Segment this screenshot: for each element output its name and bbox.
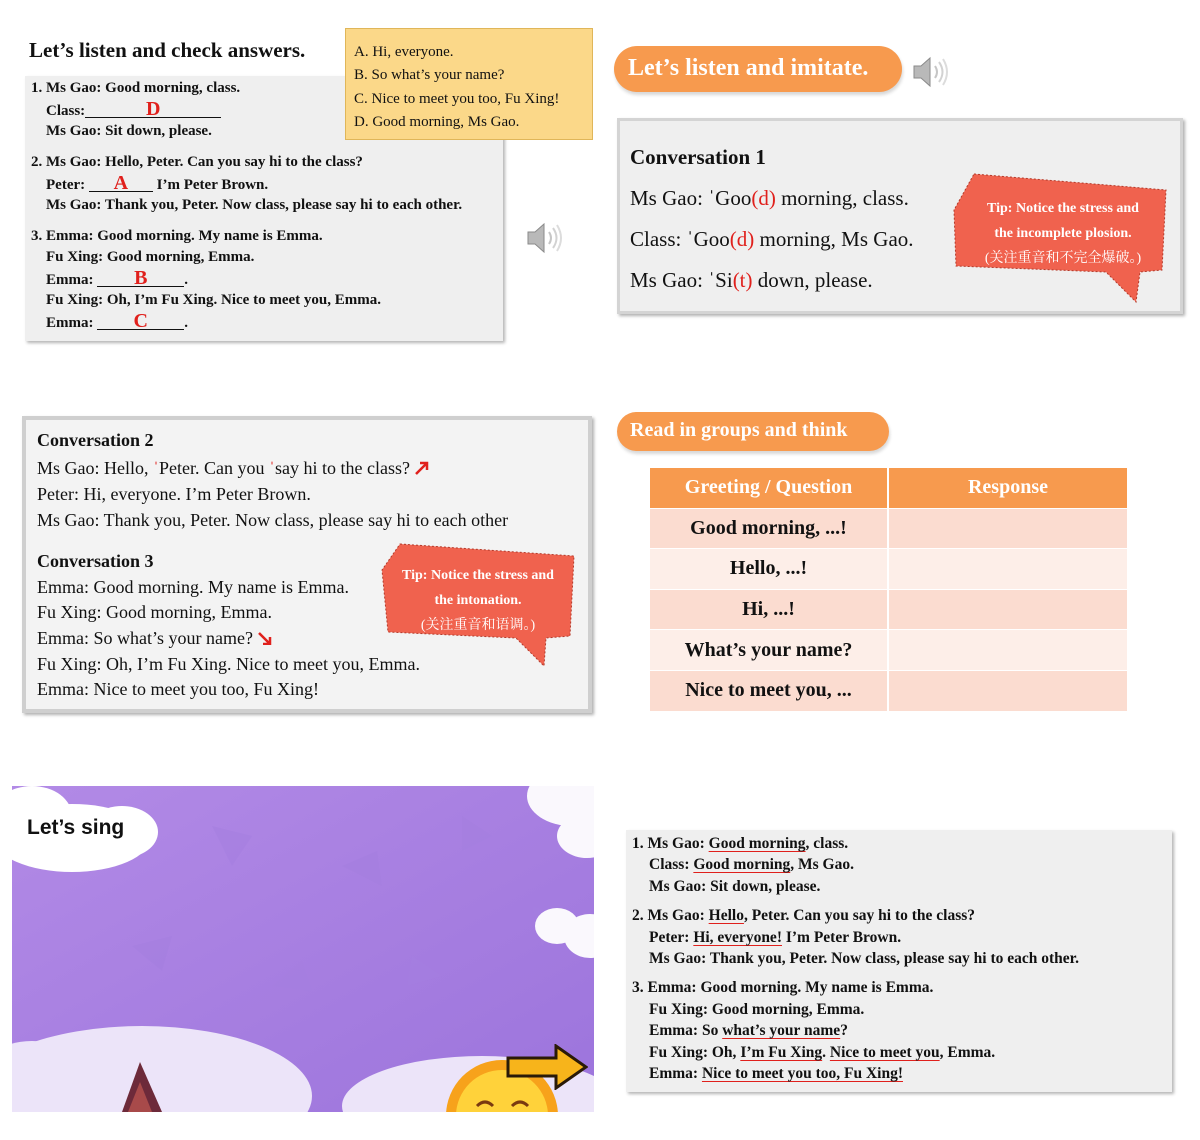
c1l2-speaker: Class:	[630, 227, 687, 251]
a2l1-underlined: Hello	[708, 907, 744, 924]
c1l2-rest: morning, Ms Gao.	[754, 227, 914, 251]
lets-sing-label: Let’s sing	[27, 816, 125, 839]
c3-line5: Emma: Nice to meet you too, Fu Xing!	[37, 679, 319, 699]
a2-line3: Ms Gao: Thank you, Peter. Now class, please say hi to each other.	[649, 950, 1079, 967]
conversation1-heading: Conversation 1	[630, 145, 766, 169]
arrow-down-right-icon	[257, 631, 273, 645]
a3l4-underlined-2: Nice to meet you	[829, 1044, 940, 1061]
a2l1-b: , Peter. Can you say hi to the class?	[743, 907, 976, 924]
q3-line5	[46, 310, 188, 332]
c1l2-stressed: ˈGoo	[686, 227, 730, 251]
stress-mark-2: ˈ	[269, 458, 275, 478]
option-d: D. Good morning, Ms Gao.	[354, 113, 520, 130]
table-row	[650, 549, 1127, 590]
tip2-line2: the intonation.	[434, 593, 522, 608]
option-b: B. So what’s your name?	[354, 67, 505, 84]
a3-line1: 3. Emma: Good morning. My name is Emma.	[632, 979, 934, 996]
c1l1-rest: morning, class.	[775, 186, 909, 210]
a3-line5	[649, 1065, 903, 1083]
c2l1-c: say hi to the class?	[275, 458, 410, 478]
a1l2-a: Class:	[649, 856, 694, 873]
a3l4-b: , Emma.	[939, 1044, 996, 1061]
a1l2-underlined: Good morning	[693, 856, 791, 873]
table-row	[650, 630, 1127, 671]
c3l3-text: Emma: So what’s your name?	[37, 628, 253, 648]
c3-line4: Fu Xing: Oh, I’m Fu Xing. Nice to meet you, Emma.	[37, 654, 420, 674]
response-cell	[888, 670, 1127, 711]
a2-line1	[632, 907, 975, 925]
stress-mark-1: ˈ	[153, 458, 159, 478]
a3-line4	[649, 1044, 995, 1062]
tip1-line3: (关注重音和不完全爆破。)	[984, 251, 1142, 266]
listen-imitate-banner: Let’s listen and imitate.	[614, 46, 902, 92]
c1l3-plosion: (t)	[732, 268, 753, 292]
speaker-icon[interactable]	[910, 52, 950, 92]
greeting-cell: What’s your name?	[650, 630, 888, 671]
a3-line3	[649, 1022, 848, 1040]
a2l1-a: 2. Ms Gao:	[632, 907, 709, 924]
greeting-cell: Good morning, ...!	[650, 508, 888, 549]
c1l3-rest: down, please.	[752, 268, 873, 292]
c2l1-a: Ms Gao: Hello,	[37, 458, 153, 478]
q2-line2	[46, 172, 269, 194]
response-cell	[888, 508, 1127, 549]
read-groups-banner: Read in groups and think	[617, 412, 889, 451]
conversation2-heading: Conversation 2	[37, 430, 154, 450]
tip1-line2: the incomplete plosion.	[994, 226, 1132, 241]
q2-peter-label: Peter:	[46, 177, 86, 193]
a3l3-b: ?	[840, 1022, 848, 1039]
table-header-response: Response	[888, 468, 1127, 508]
a2l2-a: Peter:	[649, 929, 694, 946]
conversation3-heading: Conversation 3	[37, 551, 154, 571]
c3-line3	[37, 628, 273, 649]
speaker-icon[interactable]	[524, 218, 564, 258]
table-row	[650, 508, 1127, 549]
q1-answer-blank: D	[85, 101, 221, 118]
a3l3-underlined: what’s your name	[722, 1022, 841, 1039]
q3-emma-label: Emma:	[46, 272, 94, 288]
q3-line4: Fu Xing: Oh, I’m Fu Xing. Nice to meet you, Emma.	[46, 292, 381, 308]
a3l4-mid: .	[822, 1044, 830, 1061]
q3-answer-blank-2: C	[97, 313, 184, 330]
a2l2-b: I’m Peter Brown.	[781, 929, 902, 946]
c1l1-plosion: (d)	[751, 186, 776, 210]
a3l4-underlined-1: I’m Fu Xing	[740, 1044, 823, 1061]
a2-line2	[649, 929, 901, 947]
answers-box	[626, 830, 1172, 1092]
q1-line2	[46, 98, 221, 120]
a1-line2	[649, 856, 854, 874]
table-header-greeting: Greeting / Question	[650, 468, 888, 508]
a3l5-underlined: Nice to meet you too, Fu Xing!	[701, 1065, 903, 1082]
q3-line2: Fu Xing: Good morning, Emma.	[46, 249, 255, 265]
table-row	[650, 670, 1127, 711]
a3l3-a: Emma: So	[649, 1022, 723, 1039]
arrow-right-icon[interactable]	[506, 1044, 588, 1090]
q3-line1: 3. Emma: Good morning. My name is Emma.	[31, 228, 323, 244]
c1-line2	[630, 227, 914, 252]
q1-line3: Ms Gao: Sit down, please.	[46, 123, 212, 139]
c2l1-b: Peter. Can you	[159, 458, 269, 478]
c1l1-speaker: Ms Gao:	[630, 186, 709, 210]
option-a: A. Hi, everyone.	[354, 44, 454, 60]
c1-line1	[630, 186, 909, 211]
c2-line3: Ms Gao: Thank you, Peter. Now class, please say hi to each other	[37, 510, 509, 530]
a2l2-underlined: Hi, everyone!	[693, 929, 782, 946]
a1-line1	[632, 835, 848, 853]
q2-peter-rest: I’m Peter Brown.	[156, 177, 269, 193]
a3l5-a: Emma:	[649, 1065, 702, 1082]
c3-line2: Fu Xing: Good morning, Emma.	[37, 602, 272, 622]
a3l4-a: Fu Xing: Oh,	[649, 1044, 741, 1061]
greeting-cell: Hi, ...!	[650, 589, 888, 630]
arrow-up-right-icon	[414, 461, 430, 475]
table-row	[650, 589, 1127, 630]
q1-line1: 1. Ms Gao: Good morning, class.	[31, 80, 241, 96]
tip2-line3: (关注重音和语调。)	[420, 618, 536, 633]
c1l3-stressed: ˈSi	[708, 268, 733, 292]
greeting-response-table	[650, 468, 1127, 711]
q2-line1: 2. Ms Gao: Hello, Peter. Can you say hi to the class?	[31, 154, 363, 170]
a1l2-b: , Ms Gao.	[790, 856, 854, 873]
a1l1-b: , class.	[805, 835, 849, 852]
tip1-line1: Tip: Notice the stress and	[987, 201, 1139, 216]
c1-line3	[630, 268, 873, 293]
response-cell	[888, 589, 1127, 630]
c1l3-speaker: Ms Gao:	[630, 268, 709, 292]
c3-line1: Emma: Good morning. My name is Emma.	[37, 577, 349, 597]
lets-sing-slide	[12, 786, 594, 1112]
q3-line3	[46, 267, 188, 289]
answer-options-box	[345, 28, 593, 140]
q3-period-1: .	[184, 272, 188, 288]
tip2-line1: Tip: Notice the stress and	[402, 568, 554, 583]
option-c: C. Nice to meet you too, Fu Xing!	[354, 90, 560, 107]
q1-class-label: Class:	[46, 103, 86, 119]
a3-line2: Fu Xing: Good morning, Emma.	[649, 1001, 865, 1018]
a1l1-a: 1. Ms Gao:	[632, 835, 709, 852]
q3-period-2: .	[184, 315, 188, 331]
q3-answer-blank-1: B	[97, 270, 184, 287]
c2-line2: Peter: Hi, everyone. I’m Peter Brown.	[37, 484, 311, 504]
q2-line3: Ms Gao: Thank you, Peter. Now class, please say hi to each other.	[46, 197, 463, 213]
response-cell	[888, 549, 1127, 590]
q3-emma-label-2: Emma:	[46, 315, 94, 331]
response-cell	[888, 630, 1127, 671]
q2-answer-blank: A	[89, 175, 153, 192]
c1l1-stressed: ˈGoo	[708, 186, 752, 210]
a1l1-underlined: Good morning	[708, 835, 806, 852]
c2-line1	[37, 458, 430, 479]
slide1-title: Let’s listen and check answers.	[29, 38, 306, 62]
tip2-text	[386, 563, 570, 638]
greeting-cell: Nice to meet you, ...	[650, 670, 888, 711]
a1-line3: Ms Gao: Sit down, please.	[649, 878, 821, 895]
greeting-cell: Hello, ...!	[650, 549, 888, 590]
tip1-text	[968, 196, 1158, 271]
c1l2-plosion: (d)	[729, 227, 755, 251]
